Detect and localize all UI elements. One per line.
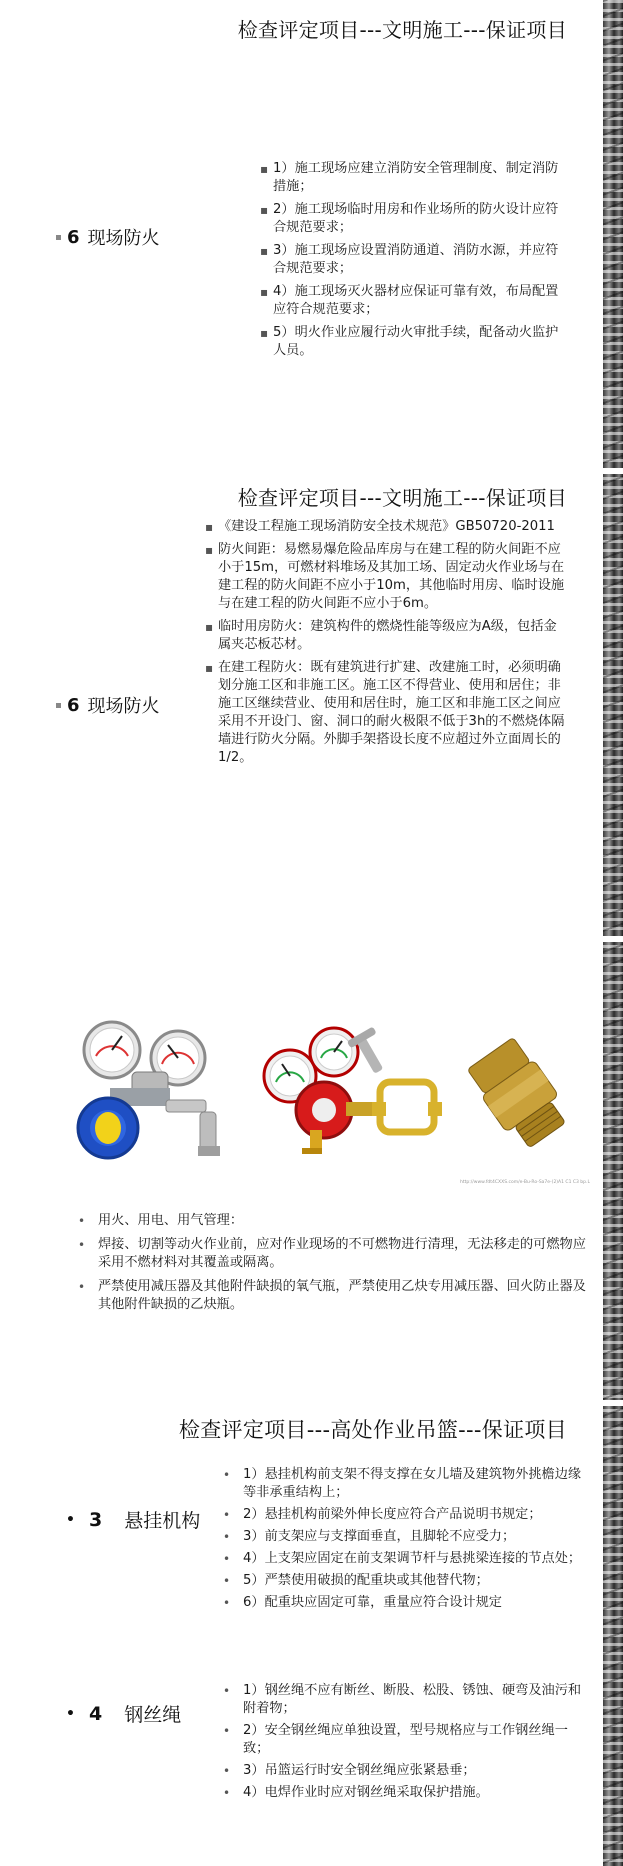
section-label: [56, 224, 160, 250]
slide-hanging-basket: [0, 1400, 623, 1866]
slide-title: 检查评定项目---文明施工---保证项目: [237, 486, 567, 510]
list-item: ▪ 临时用房防火：建筑构件的燃烧性能等级应为A级，包括金属夹芯板芯材。: [205, 619, 557, 652]
bullet-dot-icon: •: [223, 1786, 231, 1800]
bullet-dot-icon: •: [223, 1508, 231, 1522]
list-item: • 2）安全钢丝绳应单独设置，型号规格应与工作钢丝绳一致；: [223, 1723, 568, 1756]
bullet-dot-icon: •: [223, 1552, 231, 1566]
section-number: 6: [67, 226, 80, 248]
list-item: ▪ 5）明火作业应履行动火审批手续，配备动火监护人员。: [260, 325, 559, 358]
bullet-dot-icon: •: [78, 1214, 86, 1228]
square-bullet-icon: ▪: [205, 543, 214, 557]
image-watermark: http://www.fdt4CXXS.com/e-Bu-Ro-Sa7e-(2)A1 C1 C3 bp.L: [460, 1180, 590, 1185]
decorative-film-strip: [603, 0, 623, 468]
slide-title: 检查评定项目---文明施工---保证项目: [237, 18, 567, 42]
list-item: • 3）吊篮运行时安全钢丝绳应张紧悬垂；: [223, 1763, 476, 1778]
square-bullet-icon: ▪: [260, 244, 269, 258]
bullet-dot-icon: •: [223, 1574, 231, 1588]
wire-rope-list: [223, 1682, 583, 1806]
slide-fire-prevention-1: [0, 0, 623, 468]
fire-management-list: [78, 1212, 588, 1320]
square-bullet-icon: [56, 703, 61, 708]
list-item: • 4）电焊作业时应对钢丝绳采取保护措施。: [223, 1785, 489, 1800]
list-item: • 用火、用电、用气管理：: [78, 1213, 244, 1228]
section-name: 悬挂机构: [124, 1510, 201, 1532]
list-item: • 5）严禁使用破损的配重块或其他替代物；: [223, 1573, 489, 1588]
acetylene-regulator-photo: [252, 1026, 448, 1154]
section-name: 钢丝绳: [124, 1704, 182, 1726]
list-item: • 3）前支架应与支撑面垂直，且脚轮不应受力；: [223, 1529, 516, 1544]
section-name: 现场防火: [87, 696, 160, 717]
bullet-dot-icon: •: [223, 1724, 231, 1738]
decorative-film-strip: [603, 1400, 623, 1866]
list-item: • 焊接、切割等动火作业前，应对作业现场的不可燃物进行清理，无法移走的可燃物应采用不燃材料对其覆盖或隔离。: [78, 1237, 586, 1270]
square-bullet-icon: ▪: [260, 162, 269, 176]
section-label-suspension: [66, 1506, 200, 1533]
slide-fire-equipment: [0, 936, 623, 1400]
bullet-dot-icon: •: [78, 1280, 86, 1294]
decorative-film-strip: [603, 936, 623, 1400]
list-item: ▪ 4）施工现场灭火器材应保证可靠有效，布局配置应符合规范要求；: [260, 284, 559, 317]
list-item: ▪ 防火间距：易燃易爆危险品库房与在建工程的防火间距不应小于15m，可燃材料堆场及其加工场、固定动火作业场与在建工程的防火间距不应小于10m，其他临时用房、临时设施与在建工程的防火间距不应小于6m。: [205, 542, 565, 611]
slide-fire-prevention-2: [0, 468, 623, 936]
bullet-dot-icon: •: [66, 1511, 75, 1528]
bullet-dot-icon: •: [223, 1596, 231, 1610]
list-item: ▪ 1）施工现场应建立消防安全管理制度、制定消防措施；: [260, 161, 559, 194]
strip-gap: [603, 1400, 623, 1406]
list-item: • 4）上支架应固定在前支架调节杆与悬挑梁连接的节点处；: [223, 1551, 582, 1566]
square-bullet-icon: ▪: [260, 285, 269, 299]
list-item: ▪ 3）施工现场应设置消防通道、消防水源，并应符合规范要求；: [260, 243, 559, 276]
section-number: 6: [67, 694, 80, 716]
square-bullet-icon: [56, 235, 61, 240]
section-number: 4: [88, 1702, 103, 1725]
requirement-list: [260, 160, 565, 365]
strip-gap: [603, 468, 623, 474]
list-item: ▪ 2）施工现场临时用房和作业场所的防火设计应符合规范要求；: [260, 202, 559, 235]
strip-gap: [603, 936, 623, 942]
bullet-dot-icon: •: [223, 1684, 231, 1698]
section-label-wire-rope: [66, 1700, 181, 1727]
list-item: • 1）悬挂机构前支架不得支撑在女儿墙及建筑物外挑檐边缘等非承重结构上；: [223, 1467, 582, 1500]
square-bullet-icon: ▪: [260, 203, 269, 217]
requirement-list: [205, 518, 568, 772]
bullet-dot-icon: •: [223, 1530, 231, 1544]
square-bullet-icon: ▪: [205, 520, 214, 534]
list-item: • 2）悬挂机构前梁外伸长度应符合产品说明书规定；: [223, 1507, 542, 1522]
square-bullet-icon: ▪: [205, 661, 214, 675]
flashback-arrestor-photo: [458, 1034, 582, 1156]
list-item: ▪ 《建设工程施工现场消防安全技术规范》GB50720-2011: [205, 519, 555, 534]
bullet-dot-icon: •: [78, 1238, 86, 1252]
bullet-dot-icon: •: [223, 1764, 231, 1778]
bullet-dot-icon: •: [223, 1468, 231, 1482]
decorative-film-strip: [603, 468, 623, 936]
list-item: • 1）钢丝绳不应有断丝、断股、松股、锈蚀、硬弯及油污和附着物；: [223, 1683, 582, 1716]
square-bullet-icon: ▪: [205, 620, 214, 634]
section-number: 3: [88, 1508, 103, 1531]
section-name: 现场防火: [87, 228, 160, 249]
section-label: [56, 692, 160, 718]
slide-title: 检查评定项目---高处作业吊篮---保证项目: [178, 1418, 567, 1442]
list-item: ▪ 在建工程防火：既有建筑进行扩建、改建施工时，必须明确划分施工区和非施工区。施工区不得营业、使用和居住；非施工区继续营业、使用和居住时，施工区和非施工区之间应采用不开设门、窗、洞口的耐火极限不低于3h的不燃烧体隔墙进行防火分隔。外脚手架搭设长度不应超过外立面周长的1/2。: [205, 660, 565, 765]
square-bullet-icon: ▪: [260, 326, 269, 340]
list-item: • 严禁使用减压器及其他附件缺损的氧气瓶，严禁使用乙炔专用减压器、回火防止器及其他附件缺损的乙炔瓶。: [78, 1279, 586, 1312]
suspension-mechanism-list: [223, 1466, 583, 1616]
oxygen-regulator-photo: [70, 1016, 240, 1164]
bullet-dot-icon: •: [66, 1705, 75, 1722]
list-item: • 6）配重块应固定可靠，重量应符合设计规定: [223, 1595, 502, 1610]
